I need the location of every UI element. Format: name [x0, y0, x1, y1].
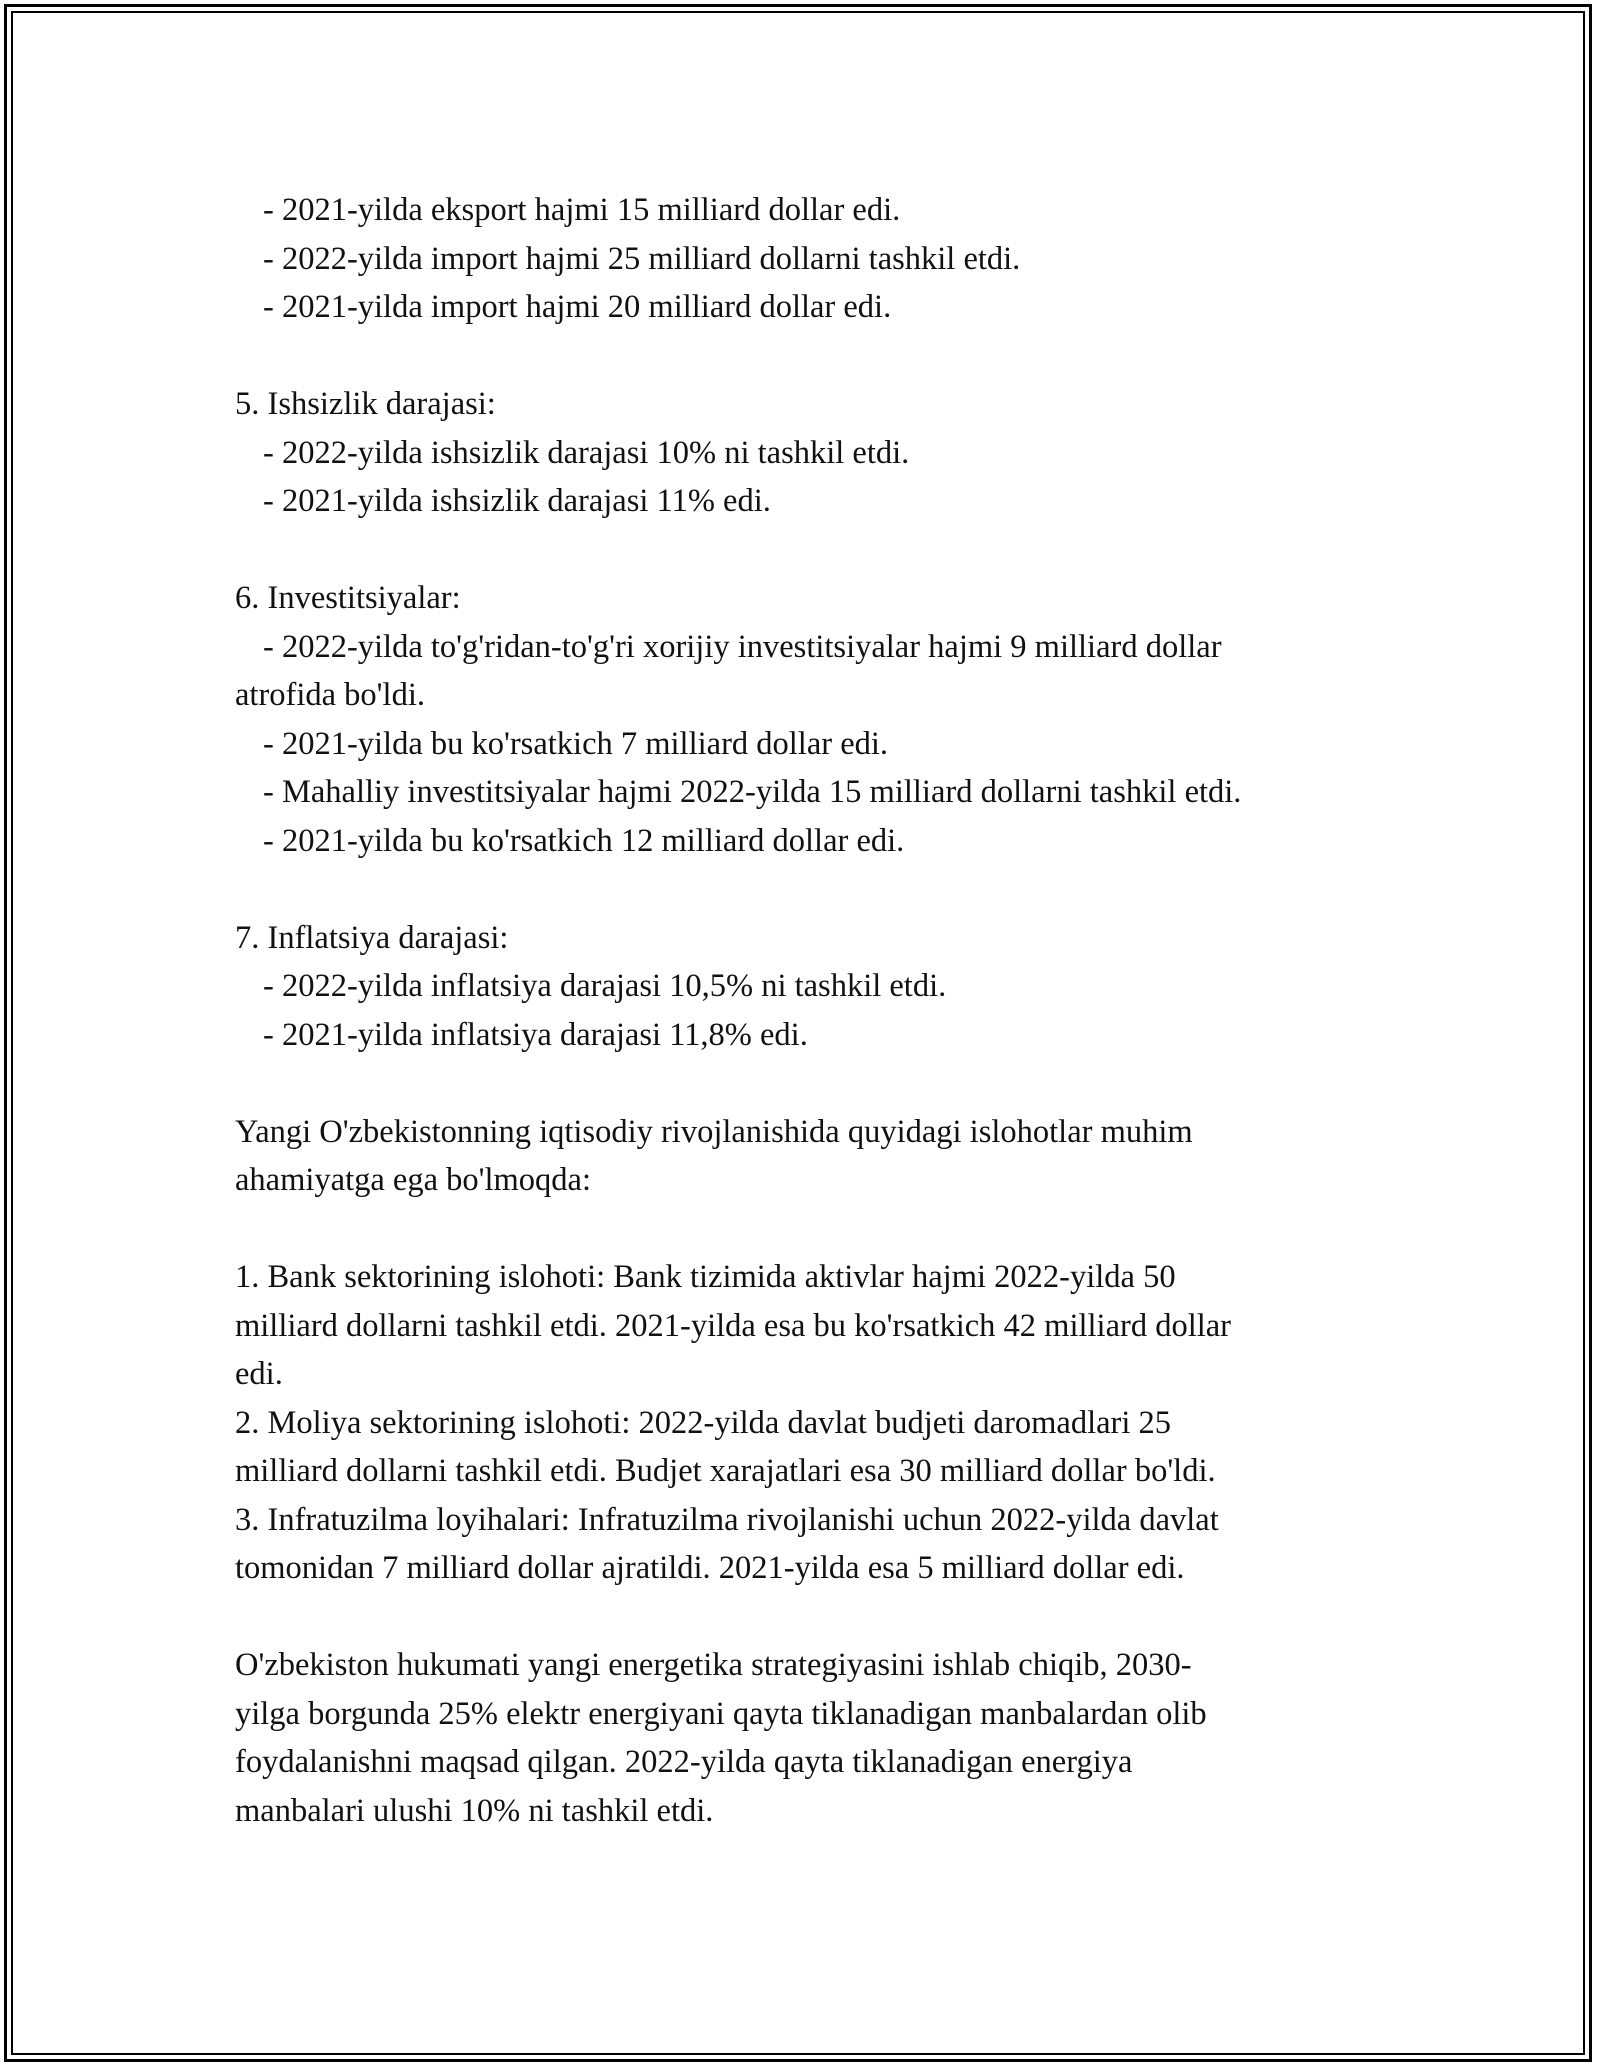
section-inflation — [235, 914, 1385, 1060]
paragraph-line: 1. Bank sektorining islohoti: Bank tizimida aktivlar hajmi 2022-yilda 50 — [235, 1259, 1176, 1295]
section-heading: 7. Inflatsiya darajasi: — [235, 919, 509, 956]
paragraph-line: milliard dollarni tashkil etdi. 2021-yilda esa bu ko'rsatkich 42 milliard dollar — [235, 1307, 1231, 1344]
paragraph-line: ahamiyatga ega bo'lmoqda: — [235, 1162, 592, 1198]
section-unemployment — [235, 380, 1385, 526]
paragraph-line: foydalanishni maqsad qilgan. 2022-yilda qayta tiklanadigan energiya — [235, 1744, 1133, 1780]
list-item: - 2021-yilda bu ko'rsatkich 7 milliard dollar edi. — [263, 725, 889, 762]
spacer — [235, 526, 1385, 575]
spacer — [235, 1205, 1385, 1254]
paragraph-line: Yangi O'zbekistonning iqtisodiy rivojlanishida quyidagi islohotlar muhim — [235, 1113, 1193, 1150]
list-item: - 2022-yilda to'g'ridan-to'g'ri xorijiy investitsiyalar hajmi 9 milliard dollar — [263, 628, 1222, 665]
spacer — [235, 332, 1385, 381]
section-heading: 5. Ishsizlik darajasi: — [235, 386, 496, 422]
section-heading: 6. Investitsiyalar: — [235, 580, 461, 616]
list-item: - 2021-yilda ishsizlik darajasi 11% edi. — [263, 483, 771, 519]
paragraph-line: O'zbekiston hukumati yangi energetika strategiyasini ishlab chiqib, 2030- — [235, 1647, 1192, 1683]
spacer — [235, 1593, 1385, 1642]
paragraph-line: manbalari ulushi 10% ni tashkil etdi. — [235, 1792, 714, 1829]
reforms-list — [235, 1253, 1385, 1593]
section-investments — [235, 574, 1385, 865]
spacer — [235, 1059, 1385, 1108]
paragraph-line: 2. Moliya sektorining islohoti: 2022-yilda davlat budjeti daromadlari 25 — [235, 1404, 1172, 1441]
paragraph-line: yilga borgunda 25% elektr energiyani qayta tiklanadigan manbalardan olib — [235, 1695, 1207, 1732]
trade-list — [235, 186, 1385, 332]
paragraph-line: milliard dollarni tashkil etdi. Budjet xarajatlari esa 30 milliard dollar bo'ldi. — [235, 1453, 1216, 1489]
list-item: - 2022-yilda inflatsiya darajasi 10,5% ni tashkil etdi. — [263, 968, 947, 1004]
list-item: - 2022-yilda import hajmi 25 milliard dollarni tashkil etdi. — [263, 240, 1021, 277]
paragraph-line: edi. — [235, 1356, 283, 1392]
list-item-continuation: atrofida bo'ldi. — [235, 677, 425, 713]
list-item: - 2021-yilda bu ko'rsatkich 12 milliard dollar edi. — [263, 822, 905, 859]
list-item: - 2022-yilda ishsizlik darajasi 10% ni tashkil etdi. — [263, 434, 910, 471]
spacer — [235, 865, 1385, 914]
reforms-intro — [235, 1108, 1385, 1205]
energy-paragraph — [235, 1641, 1385, 1835]
paragraph-line: 3. Infratuzilma loyihalari: Infratuzilma rivojlanishi uchun 2022-yilda davlat — [235, 1501, 1219, 1538]
list-item: - 2021-yilda inflatsiya darajasi 11,8% edi. — [263, 1016, 808, 1053]
list-item: - 2021-yilda import hajmi 20 milliard dollar edi. — [263, 289, 892, 325]
list-item: - 2021-yilda eksport hajmi 15 milliard dollar edi. — [263, 192, 901, 228]
paragraph-line: tomonidan 7 milliard dollar ajratildi. 2021-yilda esa 5 milliard dollar edi. — [235, 1550, 1185, 1586]
document-body — [235, 186, 1385, 1835]
list-item: - Mahalliy investitsiyalar hajmi 2022-yilda 15 milliard dollarni tashkil etdi. — [263, 774, 1242, 810]
